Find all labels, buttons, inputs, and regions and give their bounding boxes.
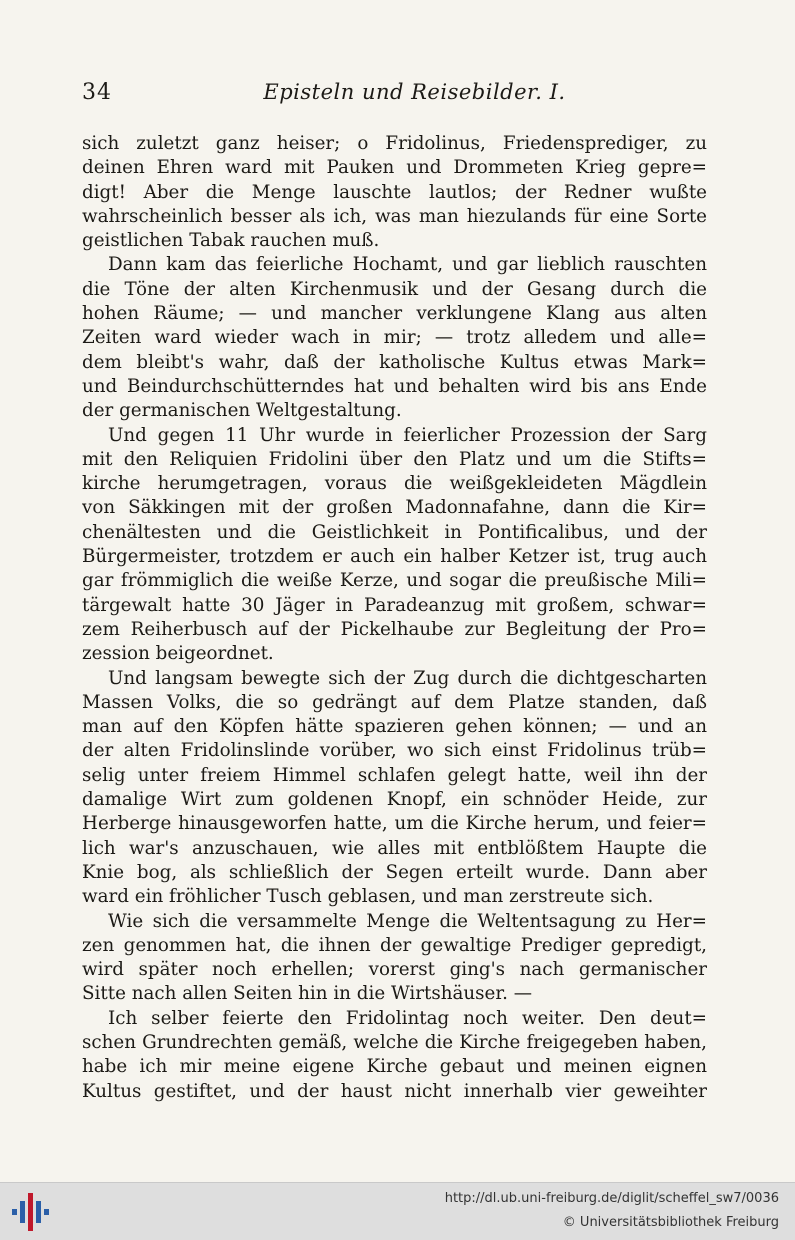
text-line: chenältesten und die Geistlichkeit in Pontificalibus, und der — [82, 521, 707, 543]
text-line: der germanischen Weltgestaltung. — [82, 400, 402, 422]
text-line: geistlichen Tabak rauchen muß. — [82, 230, 380, 252]
text-line: der alten Fridolinslinde vorüber, wo sich einst Fridolinus trüb= — [82, 740, 707, 762]
text-line: Sitte nach allen Seiten hin in die Wirtshäuser. — — [82, 983, 533, 1005]
body-text — [82, 132, 707, 1104]
text-line: ward ein fröhlicher Tusch geblasen, und man zerstreute sich. — [82, 886, 654, 908]
text-line: kirche herumgetragen, voraus die weißgekleideten Mägdlein — [82, 473, 707, 495]
viewer-footer — [0, 1182, 795, 1240]
text-line: mit den Reliquien Fridolini über den Platz und um die Stifts= — [82, 448, 707, 470]
page-header — [82, 80, 707, 114]
permalink-url[interactable]: http://dl.ub.uni-freiburg.de/diglit/scheffel_sw7/0036 — [444, 1191, 779, 1206]
text-line: damalige Wirt zum goldenen Knopf, ein schnöder Heide, zur — [82, 789, 707, 811]
running-title: Episteln und Reisebilder. I. — [263, 80, 566, 104]
text-line: sich zuletzt ganz heiser; o Fridolinus, Friedensprediger, zu — [82, 133, 707, 154]
text-line: Dann kam das feierliche Hochamt, und gar lieblich rauschten — [108, 254, 707, 276]
page-number: 34 — [82, 80, 112, 105]
text-line: man auf den Köpfen hätte spazieren gehen können; — und an — [82, 716, 707, 738]
text-line: zession beigeordnet. — [82, 643, 274, 665]
text-line: selig unter freiem Himmel schlafen gelegt hatte, weil ihn der — [82, 764, 707, 786]
text-line: zen genommen hat, die ihnen der gewaltige Prediger gepredigt, — [82, 934, 707, 956]
text-line: Kultus gestiftet, und der haust nicht innerhalb vier geweihter — [82, 1080, 707, 1102]
text-line: Herberge hinausgeworfen hatte, um die Kirche herum, und feier= — [82, 813, 707, 835]
text-line: hohen Räume; — und mancher verklungene Klang aus alten — [82, 303, 707, 325]
text-line: Knie bog, als schließlich der Segen erteilt wurde. Dann aber — [82, 861, 707, 883]
text-line: Massen Volks, die so gedrängt auf dem Platze standen, daß — [82, 691, 707, 713]
text-line: die Töne der alten Kirchenmusik und der Gesang durch die — [82, 278, 707, 300]
text-line: Ich selber feierte den Fridolintag noch weiter. Den deut= — [108, 1007, 707, 1029]
copyright-notice: © Universitätsbibliothek Freiburg — [562, 1215, 779, 1230]
text-line: digt! Aber die Menge lauschte lautlos; der Redner wußte — [82, 181, 707, 203]
text-line: von Säkkingen mit der großen Madonnafahne, dann die Kir= — [82, 497, 707, 519]
text-line: und Beindurchschütterndes hat und behalten wird bis ans Ende — [82, 375, 707, 397]
text-line: Wie sich die versammelte Menge die Weltentsagung zu Her= — [108, 910, 707, 932]
text-line: Bürgermeister, trotzdem er auch ein halber Ketzer ist, trug auch — [82, 546, 707, 568]
text-line: zem Reiherbusch auf der Pickelhaube zur Begleitung der Pro= — [82, 618, 707, 640]
text-line: wird später noch erhellen; vorerst ging's nach germanischer — [82, 959, 707, 981]
text-line: Und langsam bewegte sich der Zug durch die dichtgescharten — [108, 667, 707, 689]
text-line: gar frömmiglich die weiße Kerze, und sogar die preußische Mili= — [82, 570, 707, 592]
text-line: tärgewalt hatte 30 Jäger in Paradeanzug mit großem, schwar= — [82, 594, 707, 616]
text-line: Zeiten ward wieder wach in mir; — trotz alledem und alle= — [82, 327, 707, 349]
text-line: wahrscheinlich besser als ich, was man hiezulands für eine Sorte — [82, 205, 707, 227]
text-line: habe ich mir meine eigene Kirche gebaut und meinen eignen — [82, 1056, 707, 1078]
text-line: deinen Ehren ward mit Pauken und Drommeten Krieg gepre= — [82, 157, 707, 179]
text-line: Und gegen 11 Uhr wurde in feierlicher Prozession der Sarg — [108, 424, 707, 446]
ub-freiburg-logo-icon — [10, 1193, 52, 1231]
text-line: schen Grundrechten gemäß, welche die Kirche freigegeben haben, — [82, 1031, 707, 1053]
text-line: dem bleibt's wahr, daß der katholische Kultus etwas Mark= — [82, 351, 707, 373]
text-line: lich war's anzuschauen, wie alles mit entblößtem Haupte die — [82, 837, 707, 859]
